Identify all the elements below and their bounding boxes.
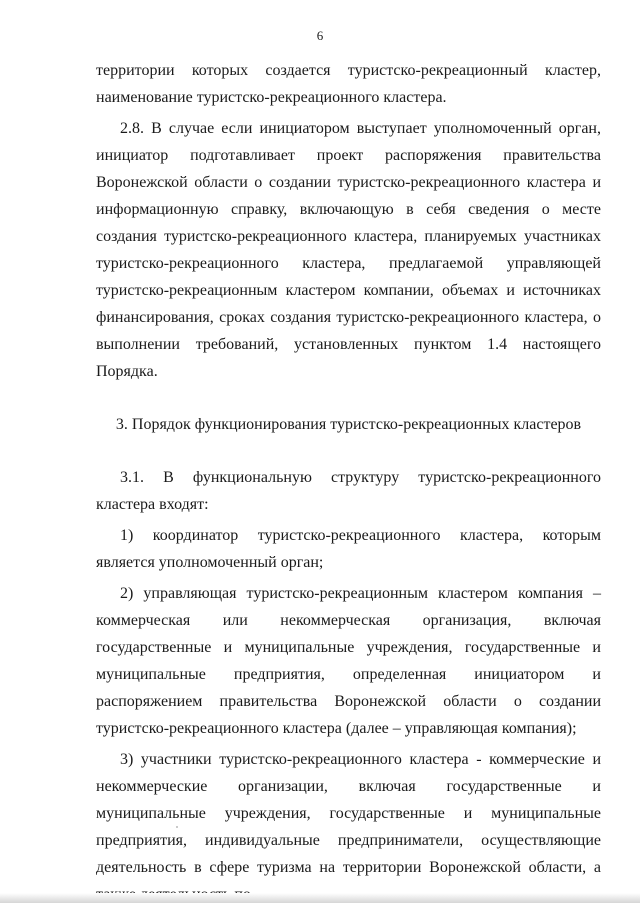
list-item-3: 3) участники туристско-рекреационного кластера - коммерческие и некоммерческие организации, включая государственные и муниципальные учреждения, государственные и муниципальные предприятия, индивидуальные предприниматели, осуществляющие деятельность в сфере туризма на территории Воронежской области, а	[96, 751, 601, 876]
list-item-2: 2) управляющая туристско-рекреационным кластером компания – коммерческая или некоммерческая организация, включая государственные и муниципальные учреждения, государственные и муниципальные предприятия, определенная инициатором и распоряжением правительства Воронежской области о создании туристско-рекреационного кластера (далее – управляющая компания);	[96, 585, 601, 737]
paragraph-continuation: территории которых создается туристско-рекреационный кластер, наименование туристско-рекреационного кластера.	[96, 62, 601, 106]
list-item-1: 1) координатор туристско-рекреационного кластера, которым является уполномоченный орган;	[96, 527, 601, 571]
paragraph-3-1: 3.1. В функциональную структуру туристско-рекреационного кластера входят:	[96, 469, 601, 513]
page-number: 6	[316, 28, 324, 43]
document-body	[96, 57, 601, 908]
scan-bottom-shadow	[0, 893, 640, 903]
paragraph-2-8: 2.8. В случае если инициатором выступает уполномоченный орган, инициатор подготавливает проект распоряжения правительства Воронежской области о создании туристско-рекреационного кластера и информационную справку, включающую в себя сведения о месте создания туристско-рекреационного кластера, планируемых участниках туристско-рекреационного кластера, предлагаемой управляющей туристско-рекреационным кластером компании, объемах и источниках финансирования, сроках создания туристско-рекреационного кластера, о выполнении требований, установленных пунктом 1.4 настоящего Порядка.	[96, 120, 601, 380]
section-heading: 3. Порядок функционирования туристско-рекреационных кластеров	[115, 416, 582, 433]
scan-dust-mark	[176, 826, 178, 828]
